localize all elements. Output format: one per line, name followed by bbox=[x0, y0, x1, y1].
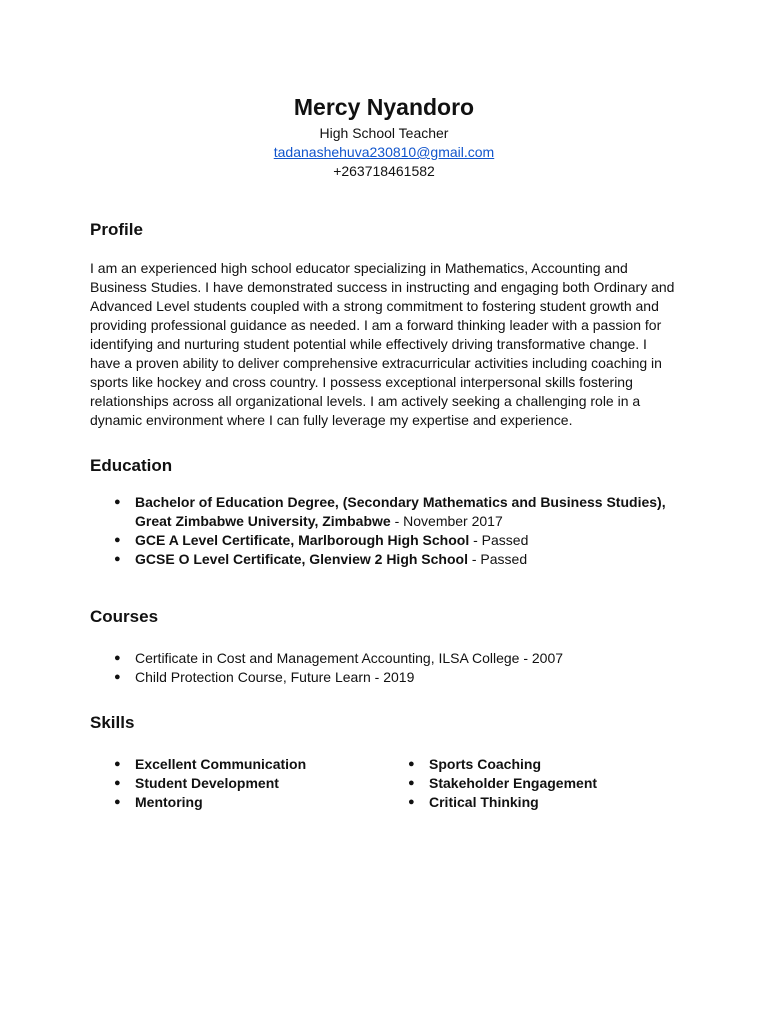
skill-text: Excellent Communication bbox=[135, 756, 307, 772]
bullet-icon: ● bbox=[114, 534, 121, 546]
skill-text: Mentoring bbox=[135, 794, 203, 810]
bullet-icon: ● bbox=[114, 796, 121, 808]
skills-heading: Skills bbox=[90, 713, 135, 732]
candidate-name: Mercy Nyandoro bbox=[293, 94, 475, 120]
skill-item bbox=[90, 774, 384, 793]
skill-text: Stakeholder Engagement bbox=[429, 775, 598, 791]
bullet-icon: ● bbox=[114, 777, 121, 789]
skill-item bbox=[90, 755, 384, 774]
course-text: Child Protection Course, Future Learn - 2019 bbox=[135, 669, 415, 685]
courses-heading: Courses bbox=[90, 607, 159, 626]
education-detail: - Passed bbox=[467, 551, 528, 567]
course-text: Certificate in Cost and Management Accounting, ILSA College - 2007 bbox=[135, 650, 564, 666]
profile-text: I am an experienced high school educator specializing in Mathematics, Accounting and Business Studies. I have demonstrated success in instructing and engaging both Ordinary and Advanced Level students coupled with a strong commitment to fostering student growth and providing professional guidance as needed. I am a forward thinking leader with a passion for identifying and nurturing student potential while effectively driving transformative change. I have a proven ability to deliver comprehensive extracurricular activities including coaching in sports like hockey and cross country. I possess exceptional interpersonal skills fostering relationships across all organizational levels. I am actively seeking a challenging role in a dynamic environment where I can fully leverage my expertise and experience. bbox=[90, 260, 675, 428]
bullet-icon: ● bbox=[408, 758, 415, 770]
education-detail: - Passed bbox=[469, 532, 529, 548]
education-item bbox=[90, 493, 678, 531]
bullet-icon: ● bbox=[408, 796, 415, 808]
profile-heading: Profile bbox=[90, 220, 143, 239]
education-list bbox=[90, 493, 678, 569]
email-link[interactable]: tadanashehuva230810@gmail.com bbox=[273, 144, 495, 160]
job-title: High School Teacher bbox=[319, 125, 449, 141]
skill-item bbox=[384, 774, 678, 793]
skill-item bbox=[384, 793, 678, 812]
skills-grid bbox=[90, 755, 678, 812]
skill-text: Sports Coaching bbox=[429, 756, 542, 772]
course-item bbox=[90, 649, 678, 668]
education-item bbox=[90, 550, 678, 569]
education-heading: Education bbox=[90, 456, 173, 475]
education-qualification: GCSE O Level Certificate, Glenview 2 High School bbox=[135, 551, 468, 567]
education-qualification: Bachelor of Education Degree, (Secondary Mathematics and Business Studies), Great Zimbabwe University, Zimbabwe bbox=[135, 494, 666, 529]
course-item bbox=[90, 668, 678, 687]
skill-text: Critical Thinking bbox=[429, 794, 539, 810]
bullet-icon: ● bbox=[114, 671, 121, 683]
education-item bbox=[90, 531, 678, 550]
courses-list bbox=[90, 649, 678, 687]
skill-item bbox=[90, 793, 384, 812]
phone-number: +263718461582 bbox=[333, 163, 435, 179]
skills-column-right bbox=[384, 755, 678, 812]
bullet-icon: ● bbox=[114, 652, 121, 664]
skill-text: Student Development bbox=[135, 775, 279, 791]
education-qualification: GCE A Level Certificate, Marlborough High School bbox=[135, 532, 470, 548]
resume-header bbox=[90, 0, 678, 181]
education-detail: - November 2017 bbox=[390, 513, 503, 529]
bullet-icon: ● bbox=[408, 777, 415, 789]
skills-column-left bbox=[90, 755, 384, 812]
bullet-icon: ● bbox=[114, 758, 121, 770]
bullet-icon: ● bbox=[114, 553, 121, 565]
bullet-icon: ● bbox=[114, 496, 121, 508]
skill-item bbox=[384, 755, 678, 774]
